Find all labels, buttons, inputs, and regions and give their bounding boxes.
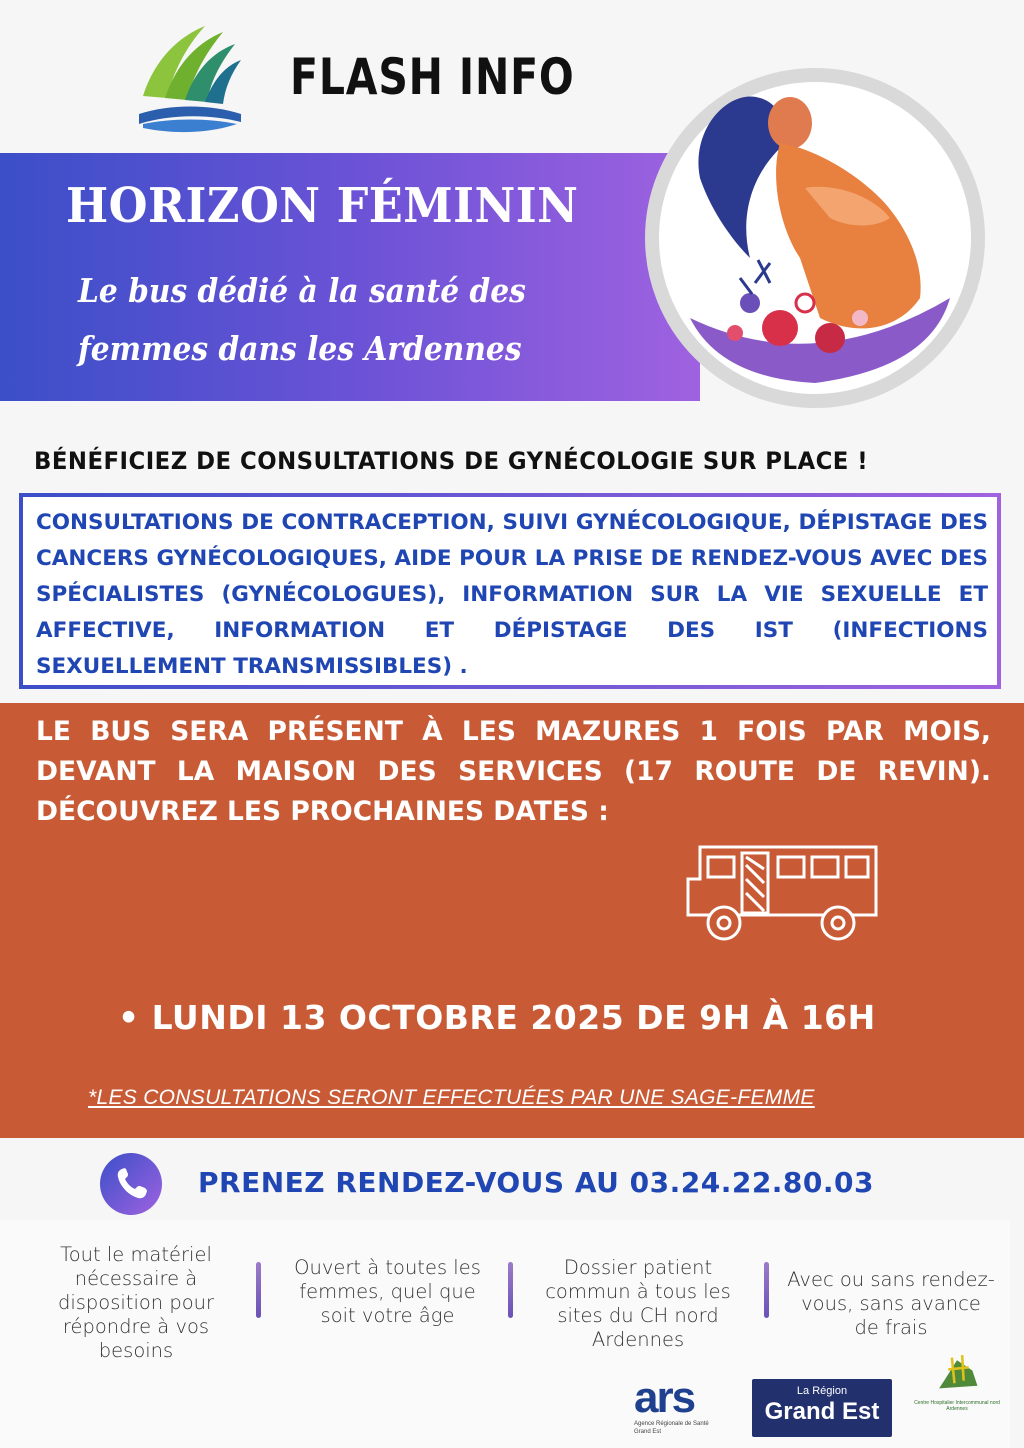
midwife-note: *LES CONSULTATIONS SERONT EFFECTUÉES PAR UNE SAGE-FEMME [88,1086,815,1109]
phone-icon[interactable] [100,1153,162,1215]
feature-divider [508,1262,513,1318]
banner-title: HORIZON FÉMININ [66,178,579,234]
feature-shared-record: Dossier patient commun à tous les sites du CH nord Ardennes [545,1256,731,1351]
appointment-phone[interactable]: PRENEZ RENDEZ-VOUS AU 03.24.22.80.03 [198,1166,874,1199]
banner-subtitle: Le bus dédié à la santé des femmes dans les Ardennes [78,271,526,368]
feature-no-appointment: Avec ou sans rendez-vous, sans avance de frais [787,1268,995,1339]
feature-divider [256,1262,261,1318]
ch-nord-ardennes-logo: Centre Hospitalier Intercommunal nord Ardennes [912,1350,1002,1440]
region-grand-est-logo: La Région Grand Est [752,1379,892,1437]
les-mazures-logo [135,18,245,133]
feature-equipment: Tout le matériel nécessaire à disposition pour répondre à vos besoins [57,1243,215,1362]
next-date: • LUNDI 13 OCTOBRE 2025 DE 9H À 16H [118,998,876,1037]
bus-location-info: LE BUS SERA PRÉSENT À LES MAZURES 1 FOIS PAR MOIS, DEVANT LA MAISON DES SERVICES (17 ROUTE DE REVIN). DÉCOUVREZ LES PROCHAINES DATES : [36,716,991,827]
consultations-heading: BÉNÉFICIEZ DE CONSULTATIONS DE GYNÉCOLOGIE SUR PLACE ! [34,447,869,475]
woman-illustration [630,68,1000,408]
services-description: CONSULTATIONS DE CONTRACEPTION, SUIVI GYNÉCOLOGIQUE, DÉPISTAGE DES CANCERS GYNÉCOLOGIQUES, AIDE POUR LA PRISE DE RENDEZ-VOUS AVEC DES SPÉCIALISTES (GYNÉCOLOGUES), INFORMATION SUR LA VIE SEXUELLE ET AFFECTIVE, INFORMATION ET DÉPISTAGE DES IST (INFECTIONS SEXUELLEMENT TRANSMISSIBLES) . [36,510,988,679]
flash-info-title: FLASH INFO [290,48,575,106]
feature-divider [764,1262,769,1318]
ars-logo: ars Agence Régionale de Santé Grand Est [634,1373,709,1435]
feature-open-to-all: Ouvert à toutes les femmes, quel que soit votre âge [294,1256,481,1327]
bus-icon [680,835,880,947]
